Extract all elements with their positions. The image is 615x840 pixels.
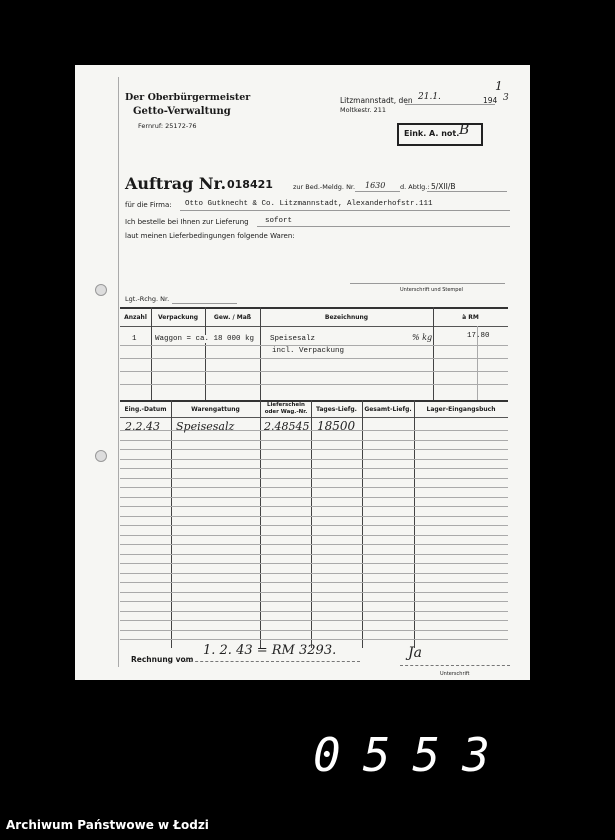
receipt-header-daily: Tages-Liefg. bbox=[316, 406, 357, 413]
punch-hole-top bbox=[95, 284, 107, 296]
order-rule-4 bbox=[120, 384, 508, 385]
signature-line bbox=[350, 283, 505, 284]
order-row-price: 17.80 bbox=[467, 332, 490, 340]
receipt-row-date: 2.2.43 bbox=[125, 420, 160, 433]
order-header-verpackung: Verpackung bbox=[157, 314, 199, 321]
receipt-row-rule bbox=[120, 478, 508, 479]
lgt-line bbox=[172, 303, 237, 304]
order-row-bezeichnung: Speisesalz bbox=[270, 335, 316, 343]
receipt-row-rule bbox=[120, 554, 508, 555]
document-page bbox=[75, 65, 530, 680]
receipt-row-rule bbox=[120, 506, 508, 507]
receipt-row-rule bbox=[120, 468, 508, 469]
receipt-header-wagon: Lieferschein oder Wag.-Nr. bbox=[264, 402, 308, 415]
order-number: 018421 bbox=[227, 178, 273, 191]
invoice-initials: Ja bbox=[408, 645, 422, 661]
order-rule-2 bbox=[120, 358, 508, 359]
punch-hole-bottom bbox=[95, 450, 107, 462]
receipt-table-head-bottom bbox=[120, 417, 508, 418]
page-mark: 1 bbox=[495, 79, 503, 93]
invoice-value: 1. 2. 43 = RM 3293. bbox=[203, 643, 337, 658]
receipt-row-daily: 18500 bbox=[317, 419, 356, 433]
frame-number: 0553 bbox=[313, 728, 512, 782]
receipt-row-rule bbox=[120, 611, 508, 612]
request-line bbox=[257, 226, 510, 227]
sender-line2: Getto-Verwaltung bbox=[133, 106, 231, 117]
receipt-row-rule bbox=[120, 573, 508, 574]
firm-value: Otto Gutknecht & Co. Litzmannstadt, Alexanderhofstr.111 bbox=[185, 200, 433, 208]
signature-label: Unterschrift und Stempel bbox=[400, 287, 463, 293]
request-label: Ich bestelle bei Ihnen zur Lieferung bbox=[125, 218, 249, 226]
invoice-signature-line bbox=[400, 665, 510, 666]
conditions-text: laut meinen Lieferbedingungen folgende Waren: bbox=[125, 232, 295, 240]
receipt-row-rule bbox=[120, 582, 508, 583]
receipt-row-rule bbox=[120, 516, 508, 517]
receipt-row-rule bbox=[120, 630, 508, 631]
order-header-bezeichnung: Bezeichnung bbox=[324, 314, 369, 321]
order-ref-value: 1630 bbox=[365, 181, 386, 190]
firm-label: für die Firma: bbox=[125, 201, 172, 209]
stamp-mark: B bbox=[459, 122, 470, 138]
order-header-anzahl: Anzahl bbox=[124, 314, 147, 321]
receipt-row-wagon: 2.48545 bbox=[264, 420, 310, 433]
date-day: 21.1. bbox=[418, 92, 441, 102]
receipt-row-rule bbox=[120, 459, 508, 460]
order-rule-1 bbox=[120, 345, 508, 346]
receipt-header-total: Gesamt-Liefg. bbox=[364, 406, 412, 413]
order-header-preis: à RM bbox=[462, 314, 479, 321]
receipt-row-rule bbox=[120, 525, 508, 526]
order-title: Auftrag Nr. bbox=[125, 174, 227, 193]
order-ref-label: zur Bed.-Meldg. Nr. bbox=[293, 183, 356, 191]
ref-line bbox=[355, 191, 400, 192]
stamp-label: Eink. A. not. bbox=[404, 129, 460, 138]
order-dept-value: 5/XII/B bbox=[431, 182, 456, 191]
order-rule-3 bbox=[120, 371, 508, 372]
order-table-top bbox=[120, 307, 508, 309]
receipt-row-rule bbox=[120, 487, 508, 488]
place-street: Moltkestr. 211 bbox=[340, 106, 387, 114]
lgt-label: Lgt.-Rchg. Nr. bbox=[125, 295, 170, 303]
place-city: Litzmannstadt, den bbox=[340, 96, 413, 105]
receipt-row-rule bbox=[120, 639, 508, 640]
year-suffix: 3 bbox=[503, 93, 509, 103]
order-table-head-bottom bbox=[120, 326, 508, 327]
order-row-unit: % kg bbox=[412, 333, 433, 342]
archive-name: Archiwum Państwowe w Łodzi bbox=[6, 818, 209, 832]
order-row-verpackung: Waggon = ca. 18 000 kg bbox=[155, 335, 255, 343]
dept-line bbox=[427, 191, 507, 192]
invoice-label: Rechnung vom bbox=[131, 655, 194, 664]
year-prefix: 194 bbox=[483, 96, 498, 105]
firm-line bbox=[180, 210, 510, 211]
receipt-row-rule bbox=[120, 544, 508, 545]
received-stamp bbox=[397, 123, 483, 146]
receipt-row-rule bbox=[120, 535, 508, 536]
receipt-row-rule bbox=[120, 449, 508, 450]
invoice-signature-label: Unterschrift bbox=[440, 671, 470, 677]
date-line bbox=[405, 104, 495, 105]
margin-line bbox=[118, 77, 119, 667]
receipt-row-rule bbox=[120, 592, 508, 593]
request-value: sofort bbox=[265, 217, 293, 225]
order-row-bezeichnung2: incl. Verpackung bbox=[272, 347, 345, 355]
sender-phone: Fernruf: 25172-76 bbox=[138, 122, 197, 130]
receipt-row-rule bbox=[120, 601, 508, 602]
sender-line1: Der Oberbürgermeister bbox=[125, 92, 251, 103]
invoice-line bbox=[185, 661, 360, 662]
receipt-row-rule bbox=[120, 440, 508, 441]
archive-footer bbox=[0, 812, 615, 840]
order-row-anzahl: 1 bbox=[132, 335, 137, 343]
frame-counter bbox=[268, 716, 615, 800]
receipt-row-rule bbox=[120, 620, 508, 621]
receipt-row-rule bbox=[120, 563, 508, 564]
receipt-table-top bbox=[120, 400, 508, 402]
order-header-gewicht: Gew. / Maß bbox=[213, 314, 252, 321]
receipt-header-ware: Warengattung bbox=[191, 406, 240, 413]
receipt-header-date: Eing.-Datum bbox=[124, 406, 167, 413]
receipt-row-rule bbox=[120, 497, 508, 498]
receipt-row-ware: Speisesalz bbox=[176, 420, 235, 433]
order-dept-label: d. Abtlg.: bbox=[400, 183, 430, 191]
receipt-header-ledger: Lager-Eingangsbuch bbox=[426, 406, 496, 413]
